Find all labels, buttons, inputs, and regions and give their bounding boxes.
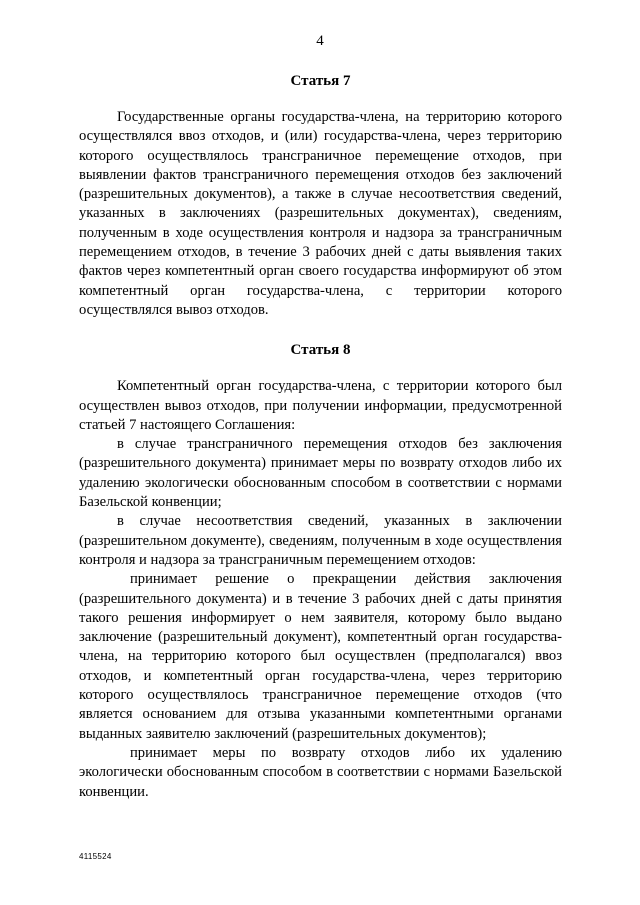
document-code: 4115524 <box>79 852 112 861</box>
article-8-paragraph-4: принимает решение о прекращении действия заключения (разрешительного документа) и в течение 3 рабочих дней с даты принятия такого решения информирует о нем заявителя, которому было выдано заключение (разрешительный документ), компетентный орган государства-члена, на территорию которого был осуществлен (предполагался) ввоз отходов, и компетентный орган государства-члена, через территорию которого осуществлялось трансграничное перемещение отходов (что является основанием для отзыва указанными компетентными органами выданных заявителю заключений (разрешительных документов); <box>79 571 562 742</box>
article-8-paragraph-2: в случае трансграничного перемещения отходов без заключения (разрешительного документа) принимает меры по возврату отходов либо их удалению экологически обоснованным способом в соответствии с нормами Базельской конвенции; <box>79 436 562 511</box>
article-8-paragraph-5: принимает меры по возврату отходов либо их удалению экологически обоснованным способом в соответствии с нормами Базельской конвенции. <box>79 744 562 800</box>
article-8-heading: Статья 8 <box>290 342 351 359</box>
page-number: 4 <box>316 33 324 49</box>
article-7-paragraph-1: Государственные органы государства-члена, на территорию которого осуществлялся ввоз отходов, и (или) государства-члена, через территорию которого осуществлялось трансграничное перемещение отходов, при выявлении фактов трансграничного перемещения отходов без заключений (разрешительных документов), а также в случае несоответствия сведений, указанных в заключениях (разрешительных документах), сведениям, полученным в ходе осуществления контроля и надзора за трансграничным перемещением отходов, в течение 3 рабочих дней с даты выявления таких фактов через компетентный орган своего государства информируют об этом компетентный орган государства-члена, с территории которого осуществлялся вывоз отходов. <box>79 109 562 318</box>
article-8-paragraph-3: в случае несоответствия сведений, указанных в заключении (разрешительном документе), сведениям, полученным в ходе осуществления контроля и надзора за трансграничным перемещением отходов: <box>79 513 562 568</box>
document-body <box>79 72 562 802</box>
article-7-heading: Статья 7 <box>290 73 351 89</box>
article-8-paragraph-1: Компетентный орган государства-члена, с территории которого был осуществлен вывоз отходов, при получении информации, предусмотренной статьей 7 настоящего Соглашения: <box>79 378 562 433</box>
